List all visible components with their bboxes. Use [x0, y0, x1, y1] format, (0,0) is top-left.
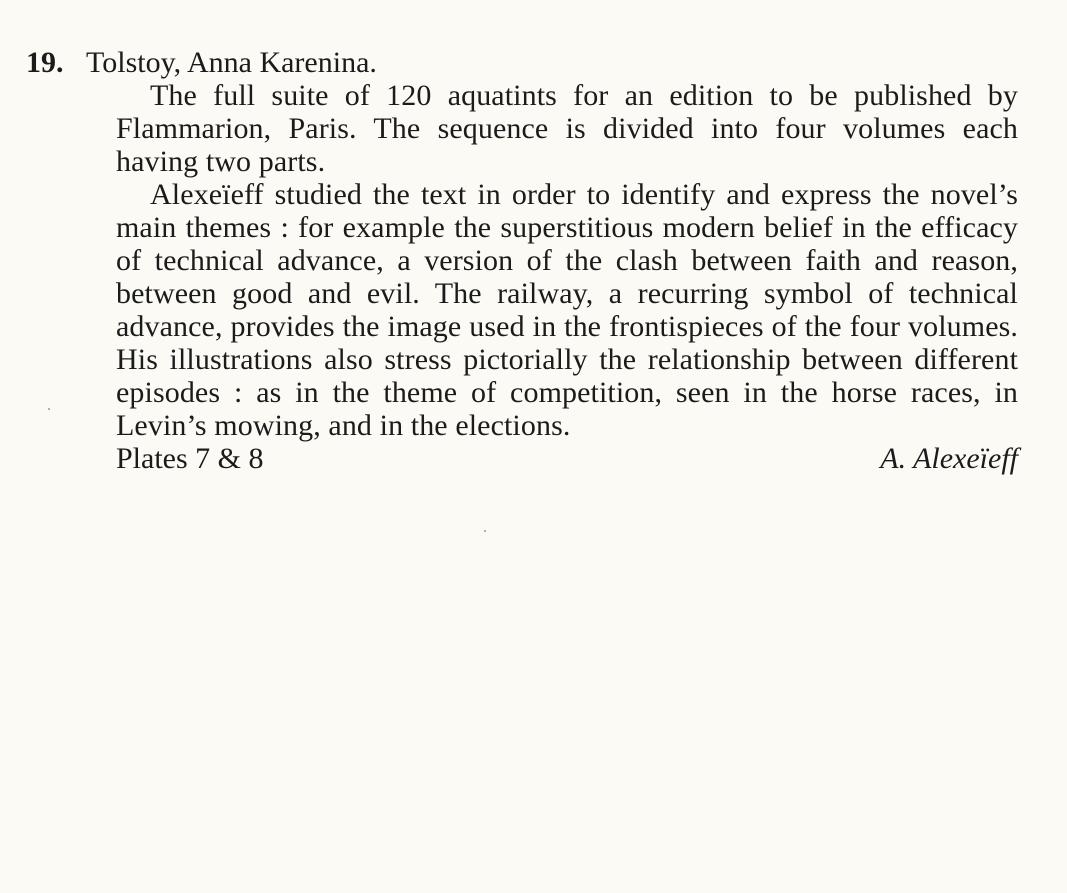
entry-heading: [26, 46, 1021, 79]
entry-footer: [116, 442, 1018, 475]
plates-reference: Plates 7 & 8: [116, 442, 264, 475]
paper-speck: [48, 408, 50, 410]
entry-paragraph-edition: The full suite of 120 aquatints for an edition to be published by Flammarion, Paris. The sequence is divided into four volumes each having two parts.: [116, 79, 1018, 178]
entry-number: 19.: [26, 46, 64, 79]
entry-title: Tolstoy, Anna Karenina.: [86, 46, 377, 79]
paper-speck: [484, 530, 486, 532]
author-signature: A. Alexeïeff: [880, 442, 1018, 475]
entry-body: [116, 79, 1018, 442]
catalogue-entry: [26, 46, 1021, 475]
entry-paragraph-themes: Alexeïeff studied the text in order to identify and express the novel’s main themes : for example the superstitious modern belief in the efficacy of technical advance, a version of the clash between faith and reason, between good and evil. The railway, a recurring symbol of technical advance, provides the image used in the frontispieces of the four volumes. His illustrations also stress pictorially the relationship between different episodes : as in the theme of competition, seen in the horse races, in Levin’s mowing, and in the elections.: [116, 178, 1018, 442]
